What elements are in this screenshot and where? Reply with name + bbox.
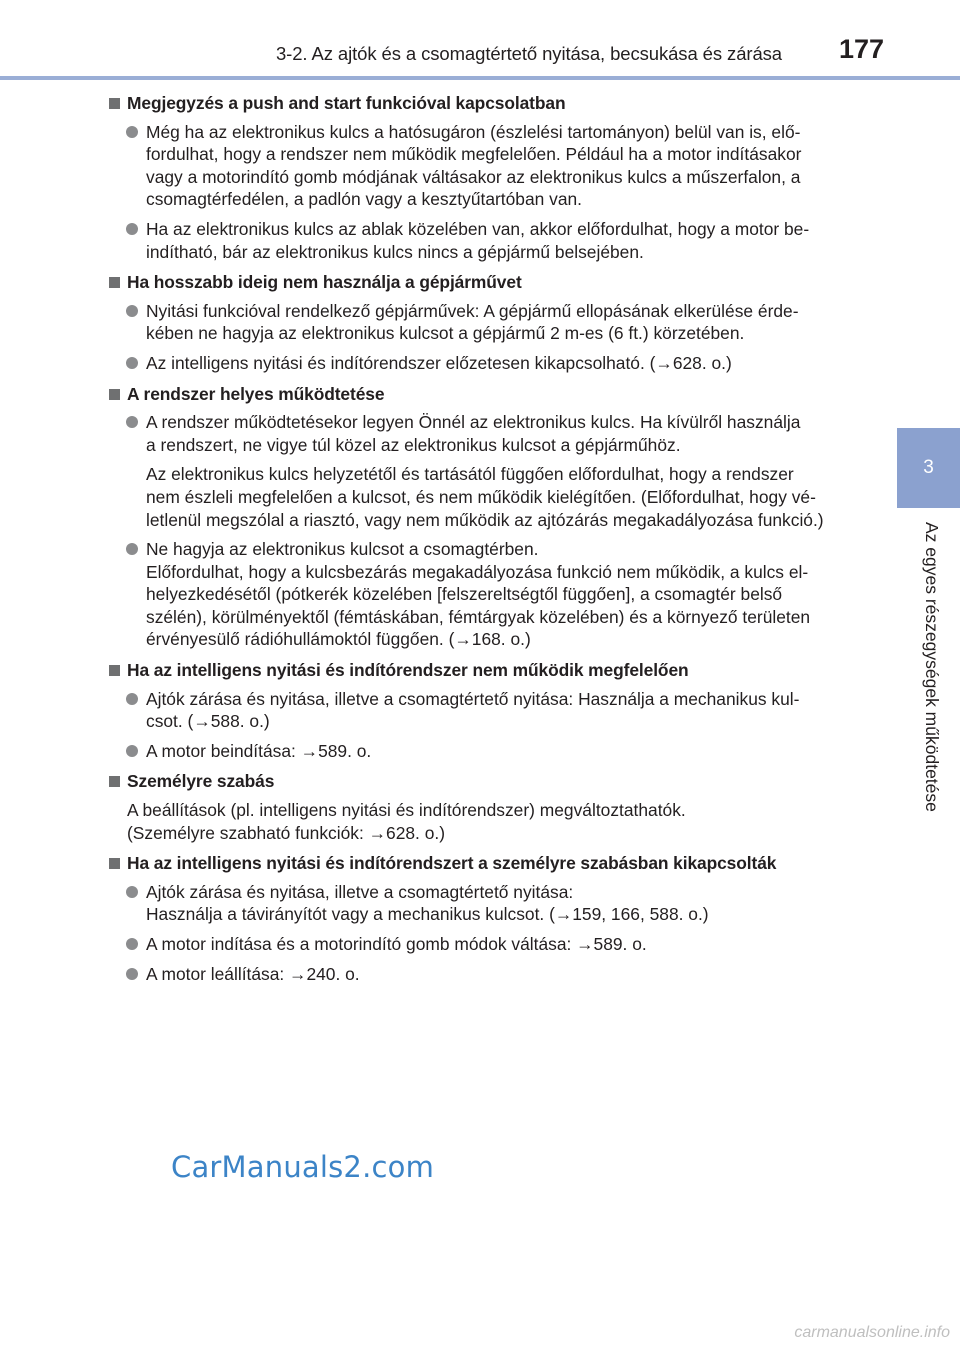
page-content <box>108 92 854 993</box>
text-line: érvényesülő rádióhullámoktól függően. (→168. o.) <box>146 629 531 650</box>
page-header <box>0 0 960 80</box>
round-bullet-icon <box>126 543 138 555</box>
text-line: Az elektronikus kulcs helyzetétől és tartásától függően előfordulhat, hogy a rendszer <box>146 464 794 485</box>
round-bullet-icon <box>126 223 138 235</box>
text-line: vagy a motorindító gomb módjának váltásakor az elektronikus kulcs a műszerfalon, a <box>146 166 801 187</box>
text-line: helyezkedésétől (pótkerék közelében [felszereltségtől függően], a csomagtér belső <box>146 584 783 605</box>
bullet-item <box>108 881 854 926</box>
round-bullet-icon <box>126 938 138 950</box>
section-heading <box>108 383 854 406</box>
section <box>108 92 854 263</box>
section <box>108 770 854 844</box>
round-bullet-icon <box>126 357 138 369</box>
text-line: Ne hagyja az elektronikus kulcsot a csomagtérben. <box>146 539 539 560</box>
square-bullet-icon <box>109 98 120 109</box>
square-bullet-icon <box>109 389 120 400</box>
section <box>108 852 854 985</box>
section-heading-text: A rendszer helyes működtetése <box>127 383 385 404</box>
text-line: szélén), körülményektől (fémtáskában, fémtárgyak közelében) és a környező területen <box>146 606 811 627</box>
round-bullet-icon <box>126 968 138 980</box>
header-rule <box>0 76 960 80</box>
bullet-item <box>108 218 854 263</box>
square-bullet-icon <box>109 858 120 869</box>
bullet-item <box>108 963 854 986</box>
chapter-tab <box>897 428 960 508</box>
text-line: Az intelligens nyitási és indítórendszer előzetesen kikapcsolható. (→628. o.) <box>146 352 732 373</box>
section-heading <box>108 92 854 115</box>
chapter-title: 3-2. Az ajtók és a csomagtértető nyitása, becsukása és zárása <box>275 43 782 64</box>
text-line: A beállítások (pl. intelligens nyitási és indítórendszer) megváltoztathatók. <box>127 800 686 821</box>
text-line: A motor indítása és a motorindító gomb módok váltása: →589. o. <box>146 934 647 954</box>
text-line: csomagtérfedélen, a padlón vagy a kesztyűtartóban van. <box>146 189 583 210</box>
bullet-item <box>108 300 854 345</box>
section-heading-text: Ha az intelligens nyitási és indítórendszer nem működik megfelelően <box>127 660 689 681</box>
text-line: Előfordulhat, hogy a kulcsbezárás megakadályozása funkció nem működik, a kulcs el- <box>146 561 809 582</box>
chapter-tab-number: 3 <box>923 457 934 478</box>
text-line: csot. (→588. o.) <box>146 711 270 732</box>
bullet-item <box>108 411 854 456</box>
plain-paragraph <box>108 799 854 844</box>
section-heading-text: Megjegyzés a push and start funkcióval kapcsolatban <box>127 93 566 113</box>
section <box>108 271 854 374</box>
section <box>108 383 854 652</box>
footer-logo: carmanualsonline.info <box>794 1324 950 1341</box>
round-bullet-icon <box>126 305 138 317</box>
text-line: Még ha az elektronikus kulcs a hatósugáron (észlelési tartományon) belül van is, elő- <box>146 121 801 142</box>
round-bullet-icon <box>126 886 138 898</box>
round-bullet-icon <box>126 416 138 428</box>
text-line: nem észleli megfelelően a kulcsot, és nem működik kielégítően. (Előfordulhat, hogy vé- <box>146 486 816 507</box>
text-line: a rendszert, ne vigye túl közel az elektronikus kulcsot a gépjárműhöz. <box>146 434 681 455</box>
section-heading-text: Ha hosszabb ideig nem használja a gépjárművet <box>127 272 522 293</box>
continuation-paragraph <box>108 463 854 531</box>
square-bullet-icon <box>109 776 120 787</box>
section-heading <box>108 271 854 294</box>
text-line: letlenül megszólal a riasztó, vagy nem működik az ajtózárás megakadályozása funkció.) <box>146 509 824 530</box>
bullet-item <box>108 538 854 651</box>
text-line: A motor leállítása: →240. o. <box>146 963 360 984</box>
section-heading-text: Személyre szabás <box>127 771 275 792</box>
bullet-item <box>108 740 854 763</box>
text-line: kében ne hagyja az elektronikus kulcsot a gépjármű 2 m-es (6 ft.) körzetében. <box>146 323 745 344</box>
round-bullet-icon <box>126 745 138 757</box>
bullet-item <box>108 933 854 956</box>
text-line: A rendszer működtetésekor legyen Önnél az elektronikus kulcs. Ha kívülről használja <box>146 412 801 433</box>
text-line: Ajtók zárása és nyitása, illetve a csomagtértető nyitása: <box>146 881 574 902</box>
bullet-item <box>108 688 854 733</box>
text-line: Használja a távirányítót vagy a mechanikus kulcsot. (→159, 166, 588. o.) <box>146 904 709 925</box>
square-bullet-icon <box>109 277 120 288</box>
page-number: 177 <box>838 34 884 64</box>
bullet-item <box>108 352 854 375</box>
square-bullet-icon <box>109 665 120 676</box>
text-line: Nyitási funkcióval rendelkező gépjárművek: A gépjármű ellopásának elkerülése érde- <box>146 300 799 321</box>
section-heading <box>108 852 854 875</box>
section <box>108 659 854 762</box>
section-heading-text: Ha az intelligens nyitási és indítórendszert a személyre szabásban kikapcsolták <box>127 853 777 874</box>
text-line: (Személyre szabható funkciók: →628. o.) <box>127 822 446 843</box>
text-line: Ajtók zárása és nyitása, illetve a csomagtértető nyitása: Használja a mechanikus kul- <box>146 688 800 709</box>
text-line: Ha az elektronikus kulcs az ablak közelében van, akkor előfordulhat, hogy a motor be- <box>146 218 810 239</box>
round-bullet-icon <box>126 126 138 138</box>
text-line: indítható, bár az elektronikus kulcs nincs a gépjármű belsejében. <box>146 241 644 262</box>
bullet-item <box>108 121 854 211</box>
text-line: A motor beindítása: →589. o. <box>146 740 372 761</box>
section-heading <box>108 659 854 682</box>
text-line: fordulhat, hogy a rendszer nem működik megfelelően. Például ha a motor indításakor <box>146 144 802 165</box>
round-bullet-icon <box>126 693 138 705</box>
chapter-side-title: Az egyes részegységek működtetése <box>922 522 942 812</box>
watermark: CarManuals2.com <box>171 1150 435 1184</box>
section-heading <box>108 770 854 793</box>
